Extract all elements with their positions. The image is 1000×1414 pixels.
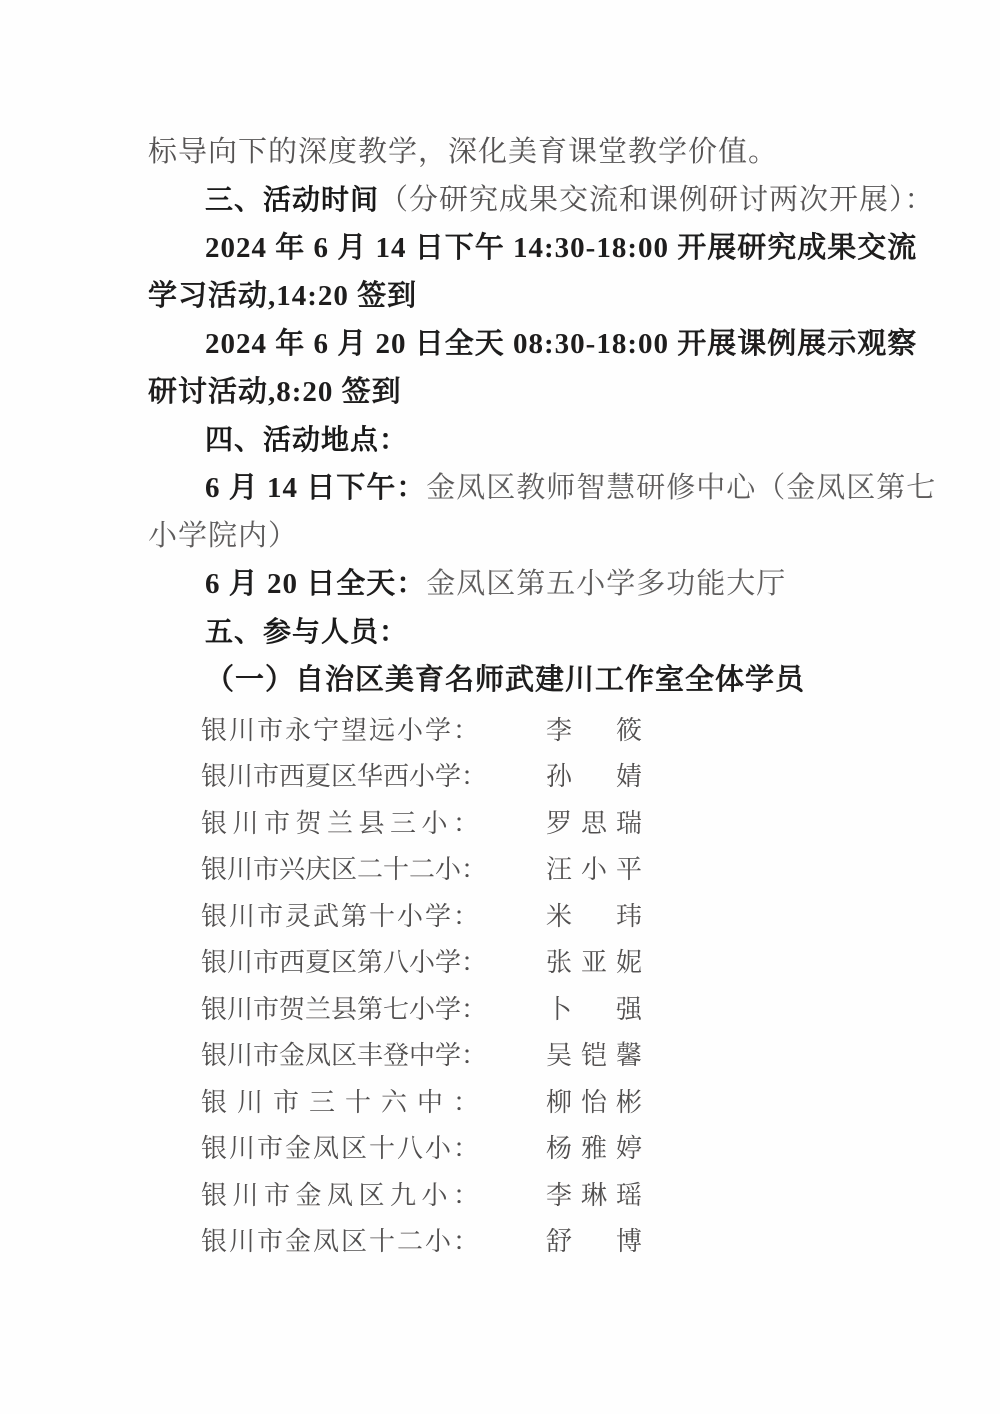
text-run: 小学院内） bbox=[148, 520, 299, 552]
school-name: 银川市西夏区第八小学： bbox=[201, 948, 488, 978]
location-june-14-value: 金凤区教师智慧研修中心（金凤区第七 bbox=[426, 472, 937, 504]
section-time-heading-label: 三、活动时间 bbox=[205, 184, 380, 215]
participant-name: 李琳瑶 bbox=[546, 1180, 642, 1210]
participant-roster bbox=[201, 705, 908, 1263]
text-run: 标导向下的深度教学，深化美育课堂教学价值。 bbox=[148, 136, 779, 168]
text-run: （一）自治区美育名师武建川工作室全体学员 bbox=[205, 664, 806, 696]
roster-row bbox=[201, 938, 908, 985]
school-name: 银川市永宁望远小学： bbox=[201, 715, 479, 745]
school-name: 银川市三十六中： bbox=[201, 1087, 479, 1117]
roster-row bbox=[201, 1031, 908, 1078]
section-time-heading bbox=[148, 176, 935, 224]
section-participants-heading-label: 五、参与人员： bbox=[205, 616, 409, 647]
time-session-2-continuation bbox=[148, 368, 908, 416]
text-run: 2024 年 6 月 14 日下午 14:30-18:00 开展研究成果交流 bbox=[205, 232, 918, 264]
participant-name: 杨雅婷 bbox=[546, 1134, 642, 1164]
participant-name: 罗思瑞 bbox=[546, 808, 642, 838]
roster-row bbox=[201, 1217, 908, 1264]
school-name: 银川市西夏区华西小学： bbox=[201, 762, 488, 792]
text-run: 研讨活动,8:20 签到 bbox=[148, 376, 402, 408]
participant-name: 卜 强 bbox=[546, 994, 642, 1024]
location-continuation-line bbox=[148, 512, 908, 560]
school-name: 银川市金凤区九小： bbox=[201, 1180, 479, 1210]
section-participants-heading bbox=[148, 608, 908, 656]
intro-continuation-line bbox=[148, 128, 908, 176]
time-session-1-continuation bbox=[148, 272, 908, 320]
participant-name: 米 玮 bbox=[546, 901, 642, 931]
time-session-2-line bbox=[148, 320, 918, 368]
participant-name: 李 筱 bbox=[546, 715, 642, 745]
text-run: 学习活动,14:20 签到 bbox=[148, 280, 418, 312]
participant-name: 张亚妮 bbox=[546, 948, 642, 978]
participant-name: 柳怡彬 bbox=[546, 1087, 642, 1117]
roster-row bbox=[201, 891, 908, 938]
school-name: 银川市贺兰县第七小学： bbox=[201, 994, 488, 1024]
roster-row bbox=[201, 1124, 908, 1171]
section-location-heading-label: 四、活动地点： bbox=[205, 424, 409, 455]
school-name: 银川市金凤区丰登中学： bbox=[201, 1041, 488, 1071]
school-name: 银川市兴庆区二十二小： bbox=[201, 855, 488, 885]
roster-row bbox=[201, 752, 908, 799]
section-time-heading-note: （分研究成果交流和课例研讨两次开展）： bbox=[379, 184, 935, 216]
section-location-heading bbox=[148, 416, 908, 464]
school-name: 银川市灵武第十小学： bbox=[201, 901, 479, 931]
document-body bbox=[148, 128, 937, 1263]
roster-row bbox=[201, 984, 908, 1031]
school-name: 银川市贺兰县三小： bbox=[201, 808, 479, 838]
participant-name: 吴铠馨 bbox=[546, 1041, 642, 1071]
participants-group-1-heading bbox=[148, 656, 908, 704]
location-june-20-label: 6 月 20 日全天： bbox=[205, 568, 427, 600]
roster-row bbox=[201, 1077, 908, 1124]
school-name: 银川市金凤区十八小： bbox=[201, 1134, 479, 1164]
location-june-20-value: 金凤区第五小学多功能大厅 bbox=[426, 568, 787, 600]
school-name: 银川市金凤区十二小： bbox=[201, 1227, 479, 1257]
time-session-1-line bbox=[148, 224, 918, 272]
roster-row bbox=[201, 1170, 908, 1217]
location-june-14-line bbox=[148, 464, 937, 512]
location-june-20-line bbox=[148, 560, 908, 608]
participant-name: 孙 婧 bbox=[546, 762, 642, 792]
roster-row bbox=[201, 705, 908, 752]
participant-name: 汪小平 bbox=[546, 855, 642, 885]
location-june-14-label: 6 月 14 日下午： bbox=[205, 472, 427, 504]
participant-name: 舒 博 bbox=[546, 1227, 642, 1257]
roster-row bbox=[201, 845, 908, 892]
text-run: 2024 年 6 月 20 日全天 08:30-18:00 开展课例展示观察 bbox=[205, 328, 918, 360]
roster-row bbox=[201, 798, 908, 845]
